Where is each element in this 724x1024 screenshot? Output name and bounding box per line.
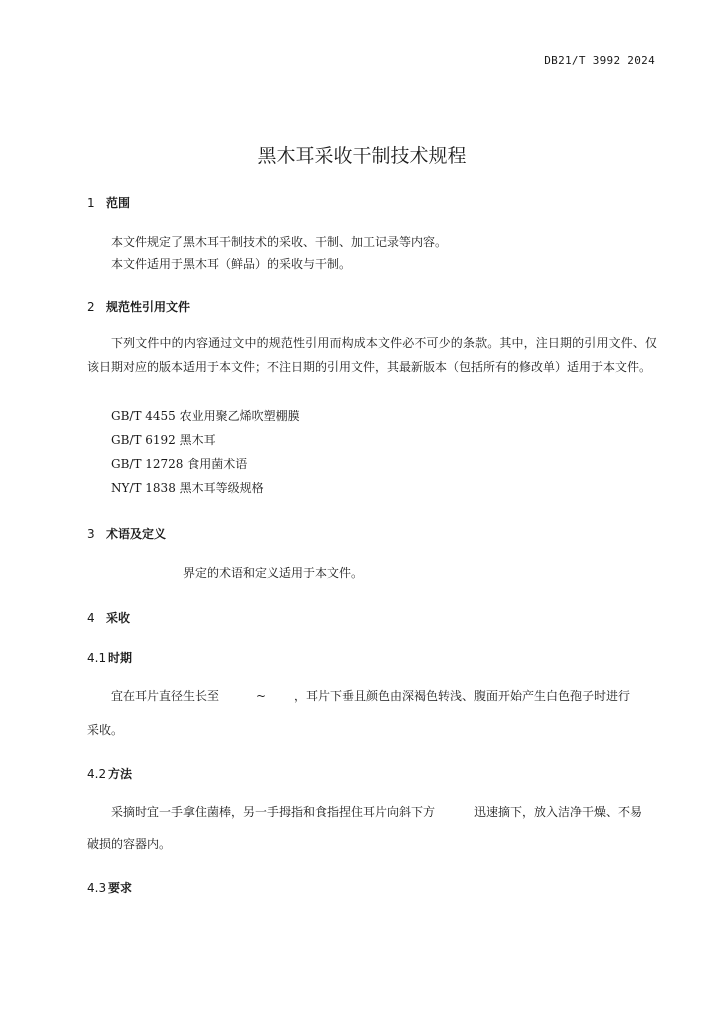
section-number: 1 — [87, 196, 95, 210]
section-heading-normative-references — [87, 298, 190, 315]
subsection-heading-requirements — [87, 879, 132, 896]
subsection-title: 要求 — [108, 881, 133, 895]
section-title: 规范性引用文件 — [106, 300, 191, 314]
harvest-method-text-end: 破损的容器内。 — [87, 837, 172, 851]
subsection-heading-harvest-method — [87, 765, 132, 782]
section-number: 2 — [87, 300, 95, 314]
document-title: 黑木耳采收干制技术规程 — [257, 145, 467, 167]
scope-paragraph-2: 本文件适用于黑木耳（鲜品）的采收与干制。 — [111, 257, 352, 271]
harvest-period-text-end: 采收。 — [87, 723, 124, 737]
section-number: 3 — [87, 527, 95, 541]
normative-intro-paragraph: 下列文件中的内容通过文中的规范性引用而构成本文件必不可少的条款。其中，注日期的引用文件、仅该日期对应的版本适用于本文件；不注日期的引用文件，其最新版本（包括所有的修改单）适用于本文件。 — [87, 336, 657, 374]
section-heading-harvest — [87, 609, 130, 626]
terms-paragraph: 界定的术语和定义适用于本文件。 — [183, 566, 364, 580]
harvest-period-tilde: ~ — [256, 689, 267, 703]
section-title: 术语及定义 — [106, 527, 167, 541]
section-number: 4 — [87, 611, 95, 625]
reference-item: GB/T 12728 食用菌术语 — [111, 457, 248, 471]
harvest-method-text-a: 采摘时宜一手拿住菌棒，另一手拇指和食指捏住耳片向斜下方 — [111, 805, 436, 819]
subsection-title: 时期 — [108, 651, 133, 665]
subsection-title: 方法 — [108, 767, 133, 781]
subsection-number: 4.1 — [87, 651, 107, 665]
subsection-number: 4.3 — [87, 881, 107, 895]
reference-item: NY/T 1838 黑木耳等级规格 — [111, 481, 264, 495]
harvest-method-text-b: 迅速摘下，放入洁净干燥、不易 — [474, 805, 643, 819]
section-title: 范围 — [106, 196, 131, 210]
scope-paragraph-1: 本文件规定了黑木耳干制技术的采收、干制、加工记录等内容。 — [111, 235, 448, 249]
harvest-period-text-a: 宜在耳片直径生长至 — [111, 689, 220, 703]
section-heading-terms — [87, 525, 166, 542]
standard-code: DB21/T 3992 2024 — [544, 54, 655, 67]
reference-item: GB/T 6192 黑木耳 — [111, 433, 216, 447]
section-title: 采收 — [106, 611, 131, 625]
subsection-number: 4.2 — [87, 767, 107, 781]
subsection-heading-harvest-period — [87, 649, 132, 666]
harvest-period-text-c: ，耳片下垂且颜色由深褐色转浅、腹面开始产生白色孢子时进行 — [294, 689, 631, 703]
section-heading-scope — [87, 194, 130, 211]
reference-item: GB/T 4455 农业用聚乙烯吹塑棚膜 — [111, 409, 300, 423]
